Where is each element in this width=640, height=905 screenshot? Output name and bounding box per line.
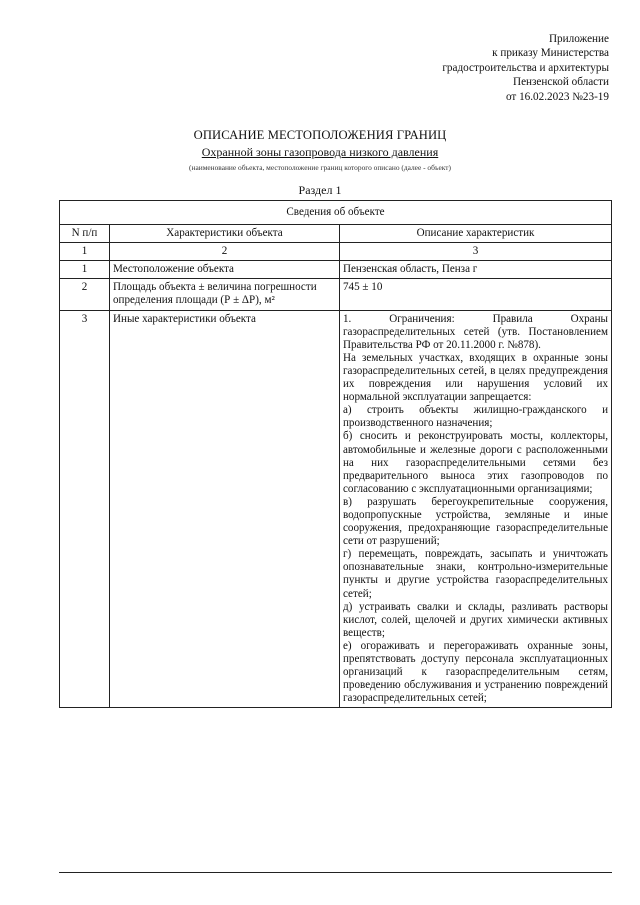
appendix-line: от 16.02.2023 №23-19 (505, 90, 609, 103)
object-name-text: Охранной зоны газопровода низкого давления (201, 145, 439, 159)
description-paragraph: д) устраивать свалки и склады, разливать растворы кислот, солей, щелочей и других химически активных веществ; (343, 600, 608, 639)
title-block (0, 128, 640, 197)
document-title: ОПИСАНИЕ МЕСТОПОЛОЖЕНИЯ ГРАНИЦ (193, 128, 447, 142)
row-description: Пензенская область, Пенза г (340, 261, 612, 279)
appendix-header (442, 32, 609, 104)
description-paragraph: е) огораживать и перегораживать охранные зоны, препятствовать доступу персонала эксплуатационных организаций к газораспределительным сетям, проведению обслуживания и устранению повреждений газораспределительных сетей; (343, 639, 608, 705)
column-number: 2 (110, 243, 340, 261)
description-paragraph: а) строить объекты жилищно-гражданского и производственного назначения; (343, 404, 608, 430)
section-title: Раздел 1 (298, 183, 342, 197)
description-paragraph: 1. Ограничения: Правила Охраны газораспределительных сетей (утв. Постановлением Правительства РФ от 20.11.2000 г. №878). (343, 312, 608, 351)
table-row (60, 261, 612, 279)
row-characteristic: Иные характеристики объекта (110, 310, 340, 708)
description-paragraph: г) перемещать, повреждать, засыпать и уничтожать опознавательные знаки, контрольно-измерительные пункты и другие устройства газораспределительных сетей; (343, 548, 608, 600)
header-description: Описание характеристик (340, 225, 612, 243)
table-caption-row (60, 201, 612, 225)
table-caption: Сведения об объекте (60, 201, 612, 225)
object-name (0, 145, 640, 159)
row-description: 745 ± 10 (340, 279, 612, 310)
column-number-row (60, 243, 612, 261)
header-characteristic: Характеристики объекта (110, 225, 340, 243)
appendix-line: Приложение (548, 33, 609, 45)
table-header-row (60, 225, 612, 243)
row-characteristic: Площадь объекта ± величина погрешности определения площади (Р ± ΔР), м² (110, 279, 340, 310)
appendix-line: Пензенской области (512, 76, 609, 89)
description-paragraph: На земельных участках, входящих в охранные зоны газораспределительных сетей, в целях предупреждения их повреждения или нарушения условий их нормальной эксплуатации запрещается: (343, 351, 608, 404)
object-name-note: (наименование объекта, местоположение границ которого описано (далее - объект) (189, 163, 451, 172)
appendix-line: к приказу Министерства (492, 47, 609, 60)
row-num: 1 (60, 261, 110, 279)
description-paragraph: б) сносить и реконструировать мосты, коллекторы, автомобильные и железные дороги с расположенными на них газораспределительными сетями без предварительного выноса этих газопроводов по согласованию с эксплуатационными организациями; (343, 430, 608, 495)
column-number: 3 (340, 243, 612, 261)
header-num: N п/п (60, 225, 110, 243)
description-paragraph: в) разрушать берегоукрепительные сооружения, водопропускные устройства, земляные и иные сооружения, предохраняющие газораспределительные сети от разрушений; (343, 495, 608, 548)
row-characteristic: Местоположение объекта (110, 261, 340, 279)
object-info-table (59, 200, 612, 708)
table-bottom-border (59, 872, 612, 873)
column-number: 1 (60, 243, 110, 261)
table-row (60, 310, 612, 708)
row-description (340, 310, 612, 708)
row-num: 2 (60, 279, 110, 310)
table-row (60, 279, 612, 310)
appendix-line: градостроительства и архитектуры (442, 61, 609, 74)
row-num: 3 (60, 310, 110, 708)
